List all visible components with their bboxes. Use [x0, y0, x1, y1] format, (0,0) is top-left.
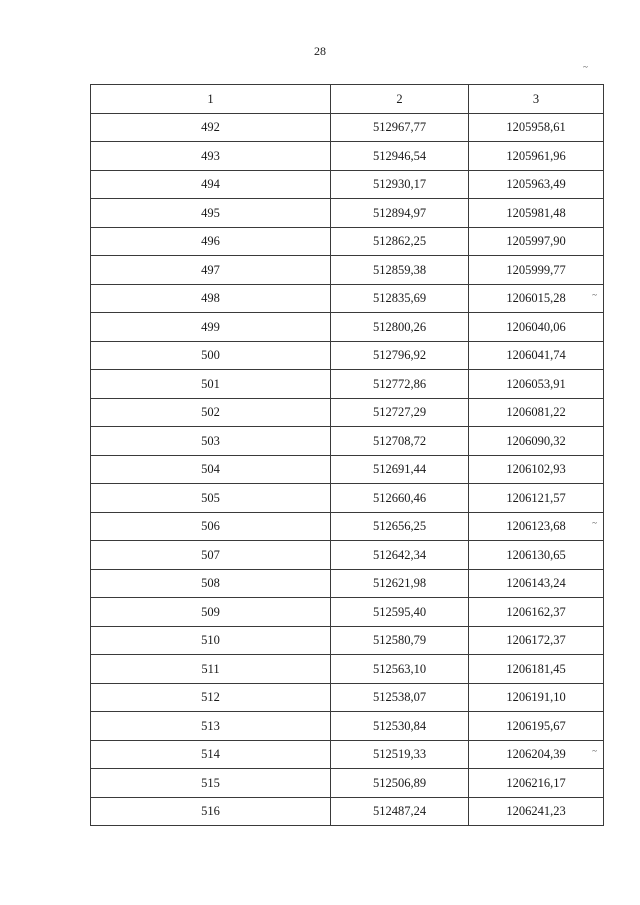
- y-coordinate-cell: [469, 113, 604, 142]
- cell-value: 512: [201, 690, 220, 704]
- cell-value: 1206040,06: [506, 319, 566, 334]
- point-number-cell: [91, 284, 331, 313]
- point-number-cell: [91, 484, 331, 513]
- table-row: [91, 170, 604, 199]
- point-number-cell: [91, 797, 331, 826]
- y-coordinate-cell: [469, 655, 604, 684]
- point-number-cell: [91, 370, 331, 399]
- cell-value: 1206090,32: [506, 433, 566, 448]
- column-header: 3: [469, 85, 604, 114]
- table-row: [91, 683, 604, 712]
- cell-value: 1206121,57: [506, 490, 566, 505]
- cell-value: 1206191,10: [506, 690, 566, 704]
- cell-value: 1206195,67: [506, 718, 566, 733]
- table-row: [91, 142, 604, 171]
- point-number-cell: [91, 170, 331, 199]
- cell-value: 500: [201, 348, 220, 362]
- page-number: 28: [314, 44, 326, 58]
- table-header-row: [91, 85, 604, 114]
- cell-value: 1205958,61: [506, 120, 566, 134]
- coordinates-table: [90, 84, 604, 826]
- cell-value: 502: [201, 405, 220, 419]
- cell-value: 1206041,74: [506, 348, 566, 362]
- x-coordinate-cell: [331, 598, 469, 627]
- cell-value: 512946,54: [372, 148, 427, 163]
- cell-value: 495: [201, 205, 220, 220]
- cell-value: 1206181,45: [506, 661, 566, 676]
- y-coordinate-cell: [469, 541, 604, 570]
- table-row: [91, 455, 604, 484]
- x-coordinate-cell: [331, 113, 469, 142]
- table-row: [91, 626, 604, 655]
- x-coordinate-cell: [331, 142, 469, 171]
- cell-value: 1206102,93: [506, 462, 566, 476]
- cell-value: 512894,97: [372, 205, 427, 220]
- cell-value: 507: [201, 547, 220, 562]
- cell-value: 512621,98: [372, 576, 427, 590]
- table-row: [91, 427, 604, 456]
- y-coordinate-cell: [469, 598, 604, 627]
- point-number-cell: [91, 740, 331, 769]
- y-coordinate-cell: [469, 398, 604, 427]
- cell-value: 1206172,37: [506, 633, 566, 647]
- cell-value: 1205981,48: [506, 205, 566, 220]
- cell-value: 512563,10: [372, 661, 427, 676]
- x-coordinate-cell: [331, 256, 469, 285]
- table-row: [91, 512, 604, 541]
- cell-value: 499: [201, 319, 220, 334]
- cell-value: 509: [201, 604, 220, 619]
- cell-value: 512580,79: [372, 633, 427, 647]
- cell-value: 1205961,96: [506, 148, 566, 163]
- x-coordinate-cell: [331, 512, 469, 541]
- y-coordinate-cell: [469, 569, 604, 598]
- y-coordinate-cell: [469, 256, 604, 285]
- x-coordinate-cell: [331, 712, 469, 741]
- point-number-cell: [91, 512, 331, 541]
- cell-value: 512772,86: [372, 376, 427, 391]
- cell-value: 498: [201, 291, 220, 305]
- cell-value: 496: [201, 234, 220, 248]
- point-number-cell: [91, 199, 331, 228]
- table-row: [91, 598, 604, 627]
- cell-value: 512800,26: [372, 319, 427, 334]
- y-coordinate-cell: [469, 455, 604, 484]
- cell-value: 516: [201, 804, 220, 818]
- cell-value: 493: [201, 148, 220, 163]
- point-number-cell: [91, 712, 331, 741]
- cell-value: 512519,33: [372, 747, 427, 761]
- x-coordinate-cell: [331, 284, 469, 313]
- cell-value: 494: [201, 177, 220, 191]
- table-row: [91, 655, 604, 684]
- cell-value: 1206241,23: [506, 804, 566, 818]
- cell-value: 512595,40: [372, 604, 427, 619]
- x-coordinate-cell: [331, 626, 469, 655]
- table-row: [91, 712, 604, 741]
- point-number-cell: [91, 256, 331, 285]
- table-row: [91, 113, 604, 142]
- table-row: [91, 227, 604, 256]
- y-coordinate-cell: [469, 712, 604, 741]
- cell-value: 512862,25: [372, 234, 427, 248]
- cell-value: 501: [201, 376, 220, 391]
- x-coordinate-cell: [331, 341, 469, 370]
- cell-value: 1206123,68: [506, 519, 566, 533]
- point-number-cell: [91, 427, 331, 456]
- cell-value: 505: [201, 490, 220, 505]
- x-coordinate-cell: [331, 769, 469, 798]
- point-number-cell: [91, 142, 331, 171]
- corner-mark: ~: [583, 62, 588, 72]
- cell-value: 512796,92: [372, 348, 427, 362]
- y-coordinate-cell: [469, 142, 604, 171]
- cell-value: 506: [201, 519, 220, 533]
- cell-value: 512835,69: [372, 291, 427, 305]
- cell-value: 492: [201, 120, 220, 134]
- table-row: [91, 313, 604, 342]
- y-coordinate-cell: [469, 626, 604, 655]
- cell-value: 512660,46: [372, 490, 427, 505]
- x-coordinate-cell: [331, 655, 469, 684]
- y-coordinate-cell: [469, 370, 604, 399]
- table-row: [91, 797, 604, 826]
- cell-value: 1206162,37: [506, 604, 566, 619]
- x-coordinate-cell: [331, 484, 469, 513]
- table-row: [91, 484, 604, 513]
- cell-value: 515: [201, 775, 220, 790]
- cell-value: 512506,89: [372, 775, 427, 790]
- point-number-cell: [91, 398, 331, 427]
- point-number-cell: [91, 455, 331, 484]
- cell-value: 512656,25: [372, 519, 427, 533]
- x-coordinate-cell: [331, 313, 469, 342]
- y-coordinate-cell: [469, 341, 604, 370]
- cell-value: 512487,24: [372, 804, 427, 818]
- table-row: [91, 370, 604, 399]
- y-coordinate-cell: [469, 484, 604, 513]
- cell-value: 510: [201, 633, 220, 647]
- cell-value: 512727,29: [372, 405, 427, 419]
- y-coordinate-cell: [469, 284, 604, 313]
- table-row: [91, 769, 604, 798]
- x-coordinate-cell: [331, 740, 469, 769]
- cell-value: 512642,34: [372, 547, 427, 562]
- x-coordinate-cell: [331, 797, 469, 826]
- cell-value: 1206015,28: [506, 291, 566, 305]
- cell-value: 497: [201, 262, 220, 277]
- point-number-cell: [91, 341, 331, 370]
- cell-value: 503: [201, 433, 220, 448]
- cell-value: 512859,38: [372, 262, 427, 277]
- point-number-cell: [91, 227, 331, 256]
- cell-value: 1206053,91: [506, 376, 566, 391]
- table-row: [91, 398, 604, 427]
- cell-value: 1205997,90: [506, 234, 566, 248]
- cell-value: 512530,84: [372, 718, 427, 733]
- table-row: [91, 740, 604, 769]
- cell-value: 512967,77: [372, 120, 427, 134]
- y-coordinate-cell: [469, 769, 604, 798]
- cell-value: 512708,72: [372, 433, 427, 448]
- cell-value: 513: [201, 718, 220, 733]
- scan-mark: ~: [592, 289, 597, 300]
- point-number-cell: [91, 683, 331, 712]
- x-coordinate-cell: [331, 455, 469, 484]
- x-coordinate-cell: [331, 370, 469, 399]
- x-coordinate-cell: [331, 170, 469, 199]
- cell-value: 508: [201, 576, 220, 590]
- cell-value: 1206143,24: [506, 576, 566, 590]
- y-coordinate-cell: [469, 512, 604, 541]
- x-coordinate-cell: [331, 541, 469, 570]
- point-number-cell: [91, 541, 331, 570]
- x-coordinate-cell: [331, 227, 469, 256]
- y-coordinate-cell: [469, 740, 604, 769]
- scan-mark: ~: [592, 517, 597, 528]
- cell-value: 512538,07: [372, 690, 427, 704]
- point-number-cell: [91, 626, 331, 655]
- cell-value: 1205999,77: [506, 262, 566, 277]
- cell-value: 1206204,39: [506, 747, 566, 761]
- y-coordinate-cell: [469, 797, 604, 826]
- cell-value: 511: [201, 661, 220, 676]
- y-coordinate-cell: [469, 170, 604, 199]
- point-number-cell: [91, 598, 331, 627]
- table-row: [91, 341, 604, 370]
- column-header: 2: [331, 85, 469, 114]
- y-coordinate-cell: [469, 683, 604, 712]
- cell-value: 1206081,22: [506, 405, 566, 419]
- point-number-cell: [91, 113, 331, 142]
- column-header: 1: [91, 85, 331, 114]
- y-coordinate-cell: [469, 427, 604, 456]
- table-row: [91, 569, 604, 598]
- point-number-cell: [91, 569, 331, 598]
- cell-value: 1205963,49: [506, 177, 566, 191]
- table-row: [91, 199, 604, 228]
- table-row: [91, 541, 604, 570]
- point-number-cell: [91, 769, 331, 798]
- cell-value: 512930,17: [372, 177, 427, 191]
- x-coordinate-cell: [331, 199, 469, 228]
- cell-value: 504: [201, 462, 220, 476]
- x-coordinate-cell: [331, 683, 469, 712]
- cell-value: 1206130,65: [506, 547, 566, 562]
- scan-mark: ~: [592, 745, 597, 756]
- point-number-cell: [91, 655, 331, 684]
- y-coordinate-cell: [469, 199, 604, 228]
- cell-value: 514: [201, 747, 220, 761]
- x-coordinate-cell: [331, 569, 469, 598]
- x-coordinate-cell: [331, 398, 469, 427]
- table-row: [91, 256, 604, 285]
- cell-value: 512691,44: [372, 462, 427, 476]
- point-number-cell: [91, 313, 331, 342]
- y-coordinate-cell: [469, 313, 604, 342]
- cell-value: 1206216,17: [506, 775, 566, 790]
- x-coordinate-cell: [331, 427, 469, 456]
- y-coordinate-cell: [469, 227, 604, 256]
- table-row: [91, 284, 604, 313]
